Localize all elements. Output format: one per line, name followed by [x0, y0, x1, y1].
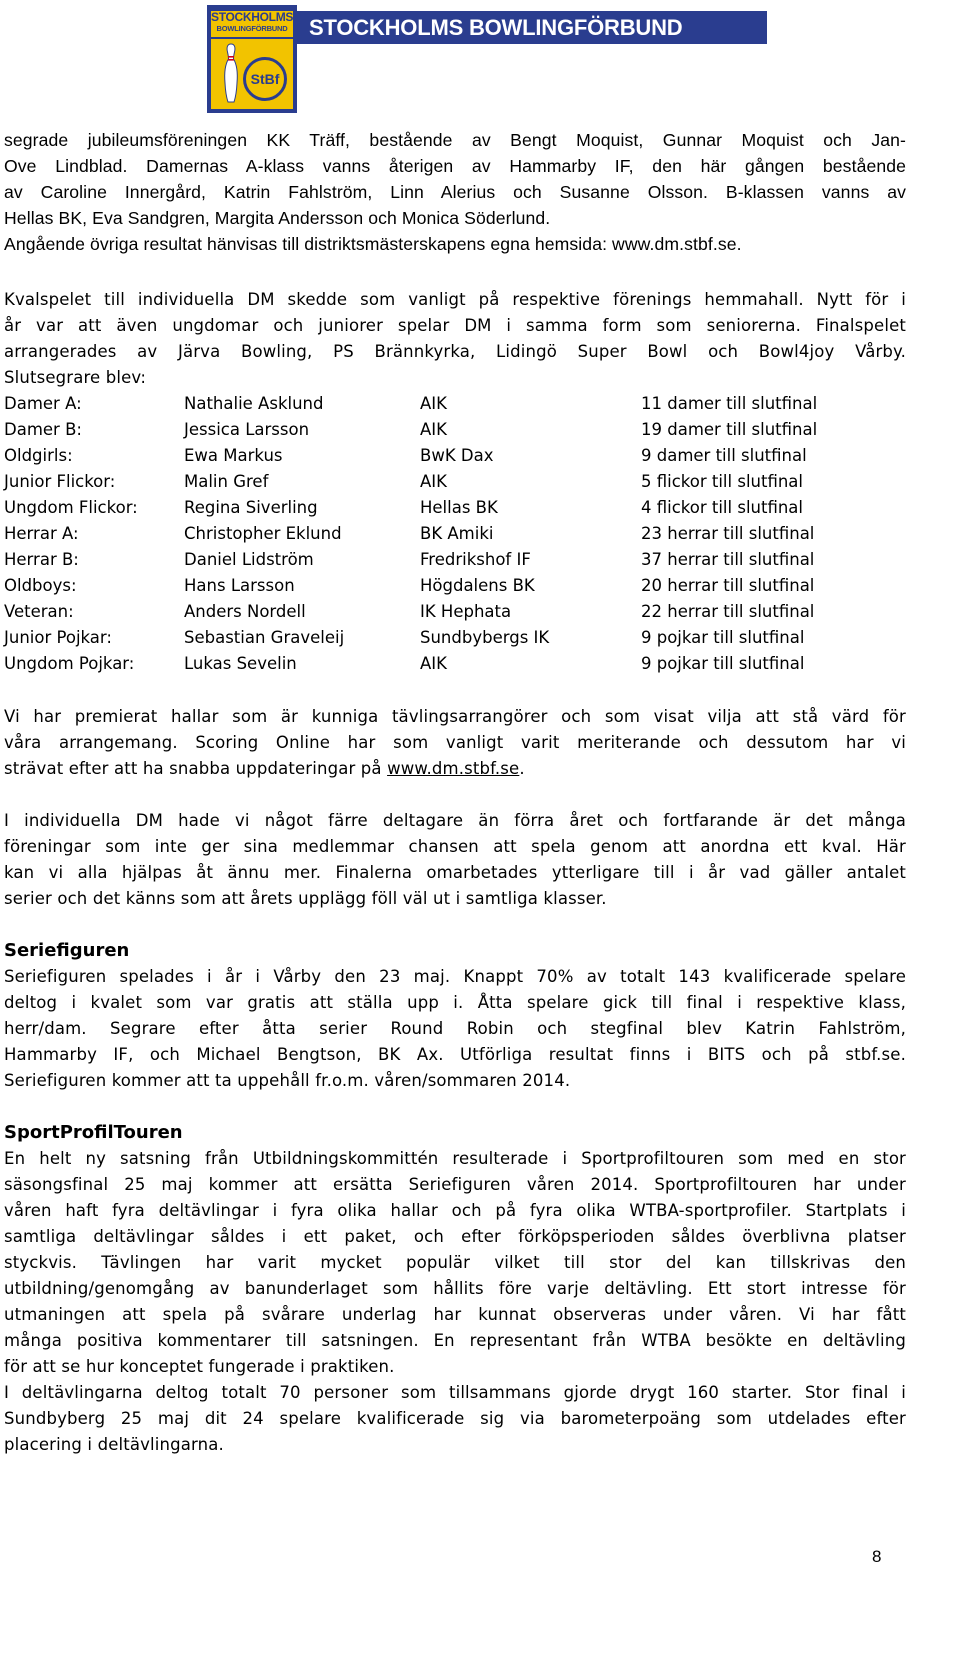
final-info-cell: 19 damer till slutfinal	[641, 420, 818, 439]
class-cell: Junior Flickor:	[4, 472, 116, 491]
text-line: arrangerades av Järva Bowling, PS Brännkyrka, Lidingö Super Bowl och Bowl4joy Vårby.	[4, 342, 906, 361]
class-cell: Ungdom Pojkar:	[4, 654, 135, 673]
text-line: föreningar som inte ger sina medlemmar chansen att spela genom att anordna ett kval. Här	[4, 837, 906, 856]
text-line: Kvalspelet till individuella DM skedde som vanligt på respektive förenings hemmahall. Nytt för i	[4, 290, 906, 309]
class-cell: Herrar B:	[4, 550, 79, 569]
logo-line2: BOWLINGFÖRBUND	[216, 24, 288, 33]
text-line: I deltävlingarna deltog totalt 70 personer som tillsammans gjorde drygt 160 starter. Stor final i	[4, 1383, 906, 1402]
table-row	[4, 547, 906, 573]
club-cell: AIK	[420, 472, 447, 491]
text-line: styckvis. Tävlingen har varit mycket populär vilket till stor del kan tillskrivas den	[4, 1253, 906, 1272]
table-row	[4, 625, 906, 651]
text-line: av Caroline Innergård, Katrin Fahlström, Linn Alerius och Susanne Olsson. B-klassen vanns av	[4, 182, 906, 202]
text-line: Slutsegrare blev:	[4, 368, 147, 387]
winner-cell: Regina Siverling	[184, 498, 318, 517]
page-number: 8	[872, 1547, 882, 1566]
sportprofiltouren-heading: SportProfilTouren	[4, 1122, 183, 1143]
text-line: deltog i kvalet som var gratis att ställa upp i. Åtta spelare gick till final i respektive klass,	[4, 993, 906, 1012]
class-cell: Veteran:	[4, 602, 74, 621]
winner-cell: Hans Larsson	[184, 576, 295, 595]
text-fragment: strävat efter att ha snabba uppdateringar på	[4, 759, 388, 778]
club-cell: AIK	[420, 394, 447, 413]
club-cell: BwK Dax	[420, 446, 494, 465]
text-line: utmaningen att spela på svårare underlag har kunnat observeras under våren. Vi har fått	[4, 1305, 906, 1324]
club-cell: Sundbybergs IK	[420, 628, 550, 647]
table-row	[4, 391, 906, 417]
table-row	[4, 599, 906, 625]
winner-cell: Sebastian Graveleij	[184, 628, 345, 647]
seriefiguren-paragraph	[4, 964, 906, 1094]
club-cell: Hellas BK	[420, 498, 498, 517]
table-row	[4, 651, 906, 677]
table-row	[4, 469, 906, 495]
logo-seal: StBf	[243, 57, 287, 101]
text-line: placering i deltävlingarna.	[4, 1435, 224, 1454]
text-line: för att se hur konceptet fungerade i praktiken.	[4, 1357, 395, 1376]
winner-cell: Ewa Markus	[184, 446, 283, 465]
final-info-cell: 4 flickor till slutfinal	[641, 498, 804, 517]
final-info-cell: 37 herrar till slutfinal	[641, 550, 815, 569]
text-line: Hellas BK, Eva Sandgren, Margita Andersson och Monica Söderlund.	[4, 208, 551, 228]
text-line: En helt ny satsning från Utbildningskommittén resulterade i Sportprofiltouren som med en stor	[4, 1149, 906, 1168]
final-info-cell: 9 pojkar till slutfinal	[641, 628, 805, 647]
text-line: Hammarby IF, och Michael Bengtson, BK Ax. Utförliga resultat finns i BITS och på stbf.se.	[4, 1045, 906, 1064]
logo-line1: STOCKHOLMS	[211, 10, 294, 24]
text-line: utbildning/genomgång av banunderlaget som hållits före varje deltävling. Ett stort intresse för	[4, 1279, 906, 1298]
class-cell: Junior Pojkar:	[4, 628, 112, 647]
final-info-cell: 11 damer till slutfinal	[641, 394, 818, 413]
sportprofiltouren-paragraph	[4, 1146, 906, 1458]
club-cell: AIK	[420, 420, 447, 439]
class-cell: Oldgirls:	[4, 446, 73, 465]
text-line: säsongsfinal 25 maj kommer att ersätta Seriefiguren våren 2014. Sportprofiltouren har under	[4, 1175, 906, 1194]
table-row	[4, 495, 906, 521]
text-line: I individuella DM hade vi något färre deltagare än förra året och fortfarande är det många	[4, 811, 906, 830]
class-cell: Oldboys:	[4, 576, 77, 595]
winner-cell: Lukas Sevelin	[184, 654, 297, 673]
kval-paragraph	[4, 287, 906, 391]
text-line: samtliga deltävlingar såldes i ett paket, och efter förköpsperioden såldes överblivna platser	[4, 1227, 906, 1246]
text-line: Sundbyberg 25 maj dit 24 spelare kvalificerade sig via barometerpoäng som utdelades efter	[4, 1409, 906, 1428]
winner-cell: Nathalie Asklund	[184, 394, 324, 413]
text-line: Ove Lindblad. Damernas A-klass vanns återigen av Hammarby IF, den här gången bestående	[4, 156, 906, 176]
club-cell: Fredrikshof IF	[420, 550, 531, 569]
premierat-paragraph	[4, 704, 906, 782]
text-line	[4, 756, 906, 782]
text-line: Seriefiguren spelades i år i Vårby den 23 maj. Knappt 70% av totalt 143 kvalificerade spelare	[4, 967, 906, 986]
final-info-cell: 9 damer till slutfinal	[641, 446, 807, 465]
class-cell: Herrar A:	[4, 524, 79, 543]
winner-cell: Anders Nordell	[184, 602, 306, 621]
page-header	[207, 5, 767, 113]
text-line: herr/dam. Segrare efter åtta serier Round Robin och stegfinal blev Katrin Fahlström,	[4, 1019, 906, 1038]
class-cell: Damer A:	[4, 394, 82, 413]
table-row	[4, 521, 906, 547]
text-fragment: .	[519, 759, 525, 778]
individuella-paragraph	[4, 808, 906, 912]
club-cell: BK Amiki	[420, 524, 494, 543]
logo-body	[211, 39, 293, 109]
club-cell: IK Hephata	[420, 602, 512, 621]
final-info-cell: 20 herrar till slutfinal	[641, 576, 815, 595]
text-line: segrade jubileumsföreningen KK Träff, bestående av Bengt Moquist, Gunnar Moquist och Jan-	[4, 130, 906, 150]
text-line: våra arrangemang. Scoring Online har som vanligt varit meriterande och dessutom har vi	[4, 733, 906, 752]
text-line: Seriefiguren kommer att ta uppehåll fr.o.m. våren/sommaren 2014.	[4, 1071, 571, 1090]
winner-cell: Malin Gref	[184, 472, 269, 491]
bowling-pin-icon	[223, 43, 239, 103]
club-cell: Högdalens BK	[420, 576, 535, 595]
text-line: många positiva kommentarer till satsningen. En representant från WTBA besökte en deltävling	[4, 1331, 906, 1350]
winner-cell: Jessica Larsson	[184, 420, 310, 439]
final-info-cell: 22 herrar till slutfinal	[641, 602, 815, 621]
text-line: serier och det känns som att årets upplägg föll väl ut i samtliga klasser.	[4, 889, 607, 908]
class-cell: Ungdom Flickor:	[4, 498, 138, 517]
final-info-cell: 23 herrar till slutfinal	[641, 524, 815, 543]
seriefiguren-heading: Seriefiguren	[4, 940, 130, 961]
stbf-logo	[207, 5, 297, 113]
results-table	[4, 391, 906, 677]
text-line: Vi har premierat hallar som är kunniga tävlingsarrangörer och som visat vilja att stå värd för	[4, 707, 906, 726]
text-line: Angående övriga resultat hänvisas till distriktsmästerskapens egna hemsida: www.dm.stbf.se.	[4, 234, 742, 254]
club-cell: AIK	[420, 654, 447, 673]
class-cell: Damer B:	[4, 420, 82, 439]
final-info-cell: 5 flickor till slutfinal	[641, 472, 804, 491]
table-row	[4, 417, 906, 443]
text-line: år var att även ungdomar och juniorer spelar DM i samma form som seniorerna. Finalspelet	[4, 316, 906, 335]
winner-cell: Christopher Eklund	[184, 524, 342, 543]
logo-wordmark	[211, 11, 293, 37]
federation-banner: STOCKHOLMS BOWLINGFÖRBUND	[297, 11, 767, 44]
table-row	[4, 573, 906, 599]
intro-paragraph	[4, 127, 906, 257]
final-info-cell: 9 pojkar till slutfinal	[641, 654, 805, 673]
table-row	[4, 443, 906, 469]
text-line: våren haft fyra deltävlingar i fyra olika hallar och på fyra olika WTBA-sportprofiler. Startplats i	[4, 1201, 906, 1220]
text-line: kan vi alla hjälpas åt ännu mer. Finalerna omarbetades ytterligare till i år vad gäller antalet	[4, 863, 906, 882]
dm-website-link[interactable]: www.dm.stbf.se	[387, 759, 520, 778]
winner-cell: Daniel Lidström	[184, 550, 314, 569]
